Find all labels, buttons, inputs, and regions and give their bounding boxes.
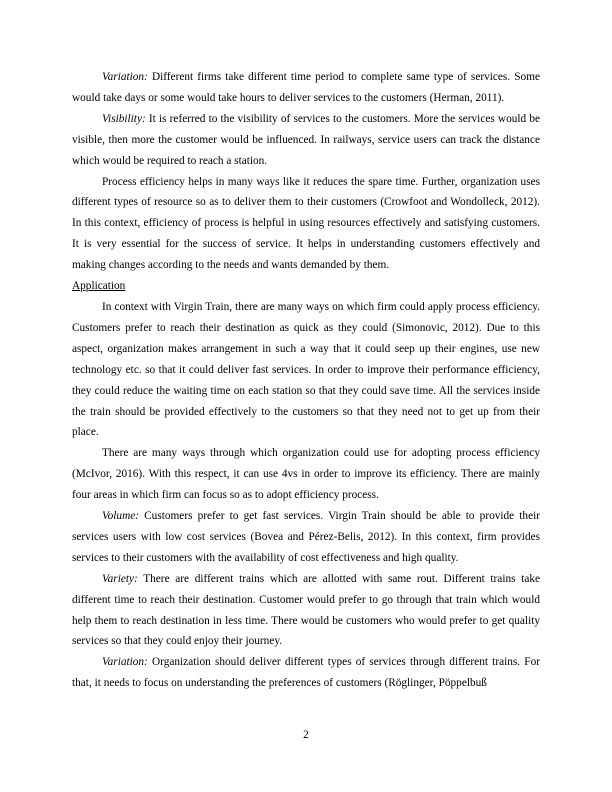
document-body [72,67,540,694]
paragraph-variation [72,67,540,109]
paragraph-text: Organization should deliver different types of services through different trains. For that, it needs to focus on understanding the preferences of customers (Röglinger, Pöppelbuß [72,656,540,690]
section-heading-application: Application [72,280,126,293]
paragraph-term: Variation: [102,656,148,669]
paragraph-text: Customers prefer to get fast services. Virgin Train should be able to provide their services users with low cost services (Bovea and Pérez-Belis, 2012). In this context, firm provides services to their customers with the availability of cost effectiveness and high quality. [72,510,540,564]
paragraph-text: There are many ways through which organization could use for adopting process efficiency (McIvor, 2016). With this respect, it can use 4vs in order to improve its efficiency. There are mainly four areas in which firm can focus so as to adopt efficiency process. [72,447,540,502]
paragraph-term: Variation: [102,71,148,83]
paragraph-term: Variety: [102,572,138,585]
page-number: 2 [303,729,309,741]
paragraph-text: Process efficiency helps in many ways like it reduces the spare time. Further, organization uses different types of resource so as to deliver them to their customers (Crowfoot and Wondolleck, 2012). In this context, efficiency of process is helpful in using resources effectively and satisfying customers. It is very essential for the success of service. It helps in understanding customers effectively and making changes according to the needs and wants demanded by them. [72,175,540,272]
paragraph-volume [72,506,540,569]
paragraph-virgin-train-context [72,297,540,443]
paragraph-text: It is referred to the visibility of services to the customers. More the services would be visible, then more the customer would be influenced. In railways, service users can track the distance which would be required to reach a station. [72,112,540,167]
paragraph-variation-application [72,652,540,694]
paragraph-text: In context with Virgin Train, there are many ways on which firm could apply process efficiency. Customers prefer to reach their destination as quick as they could (Simonovic, 2012). Due to this aspect, organization makes arrangement in such a way that it could seep up their engines, use new technology etc. so that it could deliver fast services. In order to improve their performance efficiency, they could reduce the waiting time on each station so that they could save time. All the services inside the train should be provided effectively to the customers so that they need not to get up from their place. [72,300,540,439]
paragraph-term: Visibility: [102,112,146,125]
paragraph-term: Volume: [102,510,140,523]
paragraph-four-vs [72,443,540,506]
paragraph-text: There are different trains which are allotted with same rout. Different trains take different time to reach their destination. Customer would prefer to go through that train which would help them to reach destination in less time. There would be customers who would prefer to get quality services so that they could enjoy their journey. [72,572,540,648]
paragraph-variety [72,569,540,653]
paragraph-process-efficiency [72,172,540,277]
paragraph-visibility [72,109,540,172]
paragraph-text: Different firms take different time period to complete same type of services. Some would take days or some would take hours to deliver services to the customers (Herman, 2011). [72,71,540,104]
